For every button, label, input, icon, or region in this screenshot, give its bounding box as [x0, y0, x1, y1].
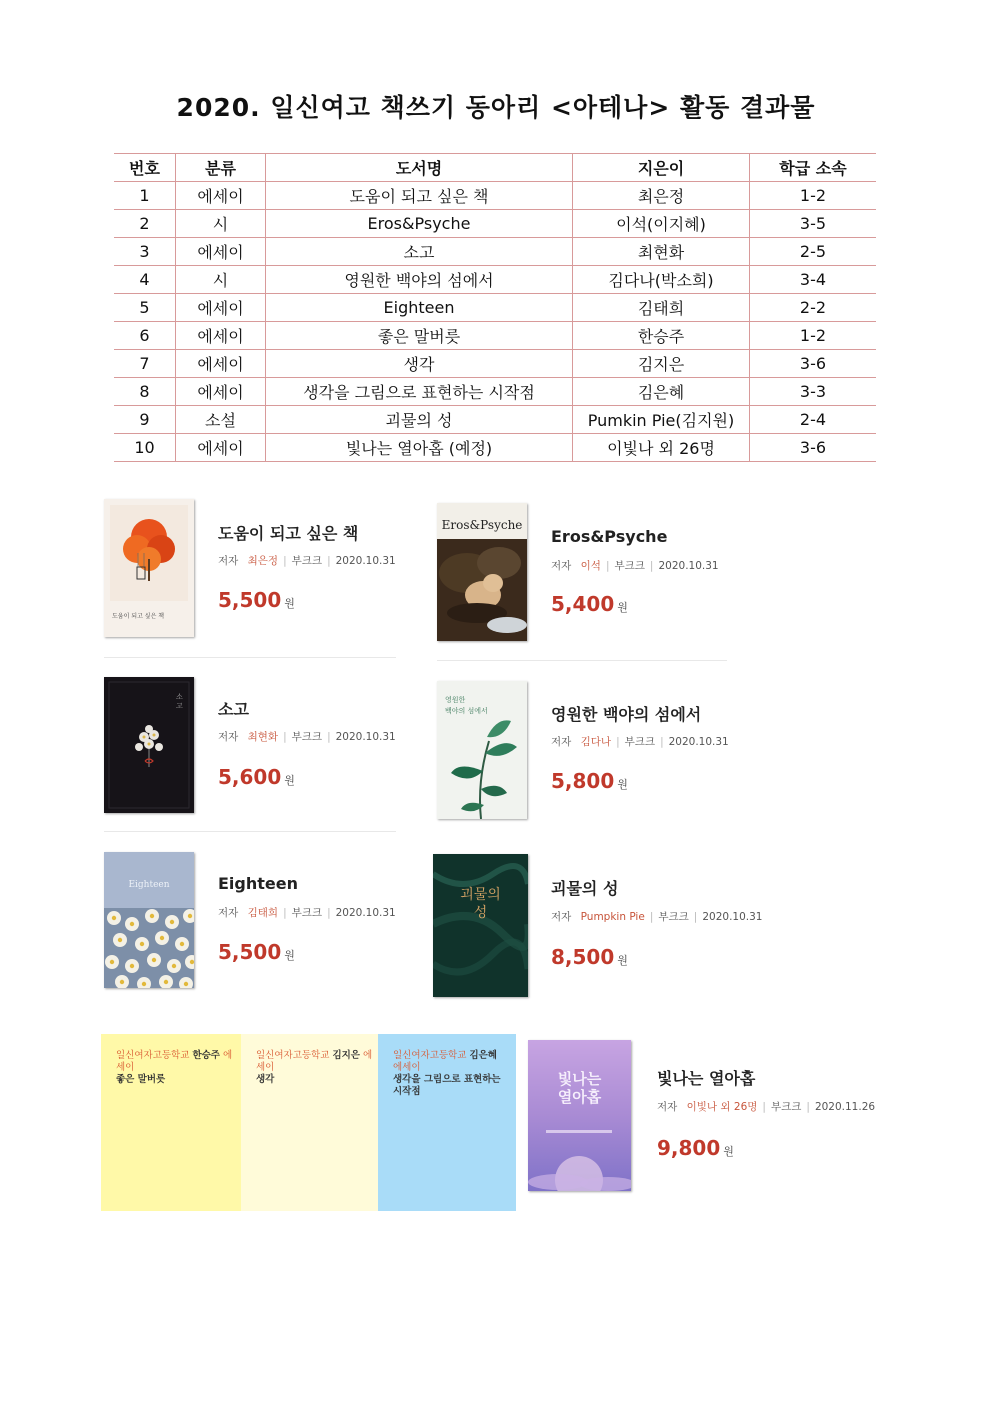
- divider: [437, 660, 727, 661]
- cover-title-text: 빛나는 열아홉: [557, 1070, 602, 1106]
- cover-title-text: Eighteen: [128, 880, 170, 890]
- publish-date: 2020.10.31: [335, 555, 396, 567]
- cover-title-text: 괴물의 성: [460, 887, 501, 921]
- table-row: [114, 406, 876, 434]
- cell-number: 2: [114, 210, 176, 238]
- cell-category: 소설: [176, 406, 266, 434]
- book-title[interactable]: 괴물의 성: [551, 879, 619, 898]
- table-row: [114, 322, 876, 350]
- cover-title-text: Eros&Psyche: [441, 518, 523, 532]
- publisher: 부크크: [770, 1101, 802, 1113]
- cell-class: 1-2: [750, 182, 877, 210]
- upcoming-book-panel: [101, 1034, 241, 1211]
- cell-category: 에세이: [176, 294, 266, 322]
- cell-author: 이빛나 외 26명: [573, 434, 750, 462]
- cell-book-title[interactable]: 소고: [266, 238, 573, 266]
- cell-book-title[interactable]: 빛나는 열아홉 (예정): [266, 434, 573, 462]
- book-meta: 저자 최은정 | 부크크 | 2020.10.31: [218, 555, 396, 567]
- book-cover[interactable]: [528, 1040, 631, 1191]
- cell-book-title[interactable]: Eros&Psyche: [266, 210, 573, 238]
- divider: [104, 831, 396, 832]
- publisher: 부크크: [614, 560, 645, 572]
- cell-category: 에세이: [176, 350, 266, 378]
- marble-illustration: [433, 854, 528, 997]
- author-name[interactable]: 이석: [580, 560, 601, 572]
- author-label: 저자: [551, 560, 572, 572]
- cell-category: 시: [176, 266, 266, 294]
- cell-class: 3-4: [750, 266, 877, 294]
- cell-number: 1: [114, 182, 176, 210]
- cell-author: 한승주: [573, 322, 750, 350]
- book-cover[interactable]: [437, 681, 527, 819]
- author-name[interactable]: 이빛나 외 26명: [686, 1101, 758, 1113]
- book-title[interactable]: 소고: [218, 700, 249, 719]
- book-price: 5,500 원: [218, 940, 295, 964]
- author-name[interactable]: 김태희: [247, 907, 279, 919]
- table-row: [114, 266, 876, 294]
- cell-number: 8: [114, 378, 176, 406]
- cell-category: 시: [176, 210, 266, 238]
- table-row: [114, 350, 876, 378]
- cell-book-title[interactable]: 도움이 되고 싶은 책: [266, 182, 573, 210]
- header-author: 지은이: [573, 154, 750, 182]
- cell-number: 10: [114, 434, 176, 462]
- cell-class: 2-4: [750, 406, 877, 434]
- table-row: [114, 294, 876, 322]
- publish-date: 2020.10.31: [668, 736, 729, 748]
- book-price: 5,600 원: [218, 765, 295, 789]
- cell-book-title[interactable]: 생각을 그림으로 표현하는 시작점: [266, 378, 573, 406]
- header-number: 번호: [114, 154, 176, 182]
- cell-author: 최은정: [573, 182, 750, 210]
- daisy-illustration: [104, 852, 194, 988]
- cell-class: 2-5: [750, 238, 877, 266]
- author-name[interactable]: 최은정: [247, 555, 279, 567]
- cover-title-text: 영원한 백야의 섬에서: [445, 696, 488, 715]
- panel-text: 일신여자고등학교 한승주 에세이 좋은 말버릇: [116, 1050, 233, 1085]
- cell-book-title[interactable]: 영원한 백야의 섬에서: [266, 266, 573, 294]
- cell-author: 김태희: [573, 294, 750, 322]
- book-meta: 저자 김태희 | 부크크 | 2020.10.31: [218, 907, 396, 919]
- publish-date: 2020.10.31: [702, 911, 763, 923]
- book-cover[interactable]: [433, 854, 528, 997]
- cell-book-title[interactable]: 좋은 말버릇: [266, 322, 573, 350]
- upcoming-book-panel: [241, 1034, 378, 1211]
- table-row: [114, 210, 876, 238]
- cell-author: 최현화: [573, 238, 750, 266]
- cell-category: 에세이: [176, 434, 266, 462]
- panel-text: 일신여자고등학교 김지은 에세이 생각: [256, 1050, 373, 1085]
- book-price: 5,400 원: [551, 592, 628, 616]
- cell-number: 5: [114, 294, 176, 322]
- panel-text: 일신여자고등학교 김은혜 에세이 생각을 그림으로 표현하는 시작점: [393, 1050, 501, 1097]
- book-title[interactable]: 영원한 백야의 섬에서: [551, 705, 702, 724]
- book-meta: 저자 Pumpkin Pie | 부크크 | 2020.10.31: [551, 911, 763, 923]
- book-price: 5,500 원: [218, 588, 295, 612]
- publish-date: 2020.10.31: [335, 907, 396, 919]
- cell-class: 3-5: [750, 210, 877, 238]
- book-title[interactable]: Eighteen: [218, 874, 298, 893]
- upcoming-book-panel: [378, 1034, 516, 1211]
- cell-book-title[interactable]: 괴물의 성: [266, 406, 573, 434]
- author-name[interactable]: 김다나: [580, 736, 612, 748]
- header-class: 학급 소속: [750, 154, 877, 182]
- cell-author: 김지은: [573, 350, 750, 378]
- cell-category: 에세이: [176, 378, 266, 406]
- book-price: 9,800 원: [657, 1136, 734, 1160]
- book-price: 5,800 원: [551, 769, 628, 793]
- table-row: [114, 238, 876, 266]
- book-price: 8,500 원: [551, 945, 628, 969]
- cell-number: 9: [114, 406, 176, 434]
- publish-date: 2020.10.31: [335, 731, 396, 743]
- book-title[interactable]: Eros&Psyche: [551, 527, 668, 546]
- author-label: 저자: [657, 1101, 678, 1113]
- cell-category: 에세이: [176, 182, 266, 210]
- table-row: [114, 378, 876, 406]
- author-label: 저자: [218, 907, 239, 919]
- book-cover[interactable]: [104, 852, 194, 988]
- header-category: 분류: [176, 154, 266, 182]
- cell-class: 3-3: [750, 378, 877, 406]
- book-title[interactable]: 빛나는 열아홉: [657, 1069, 756, 1088]
- cell-class: 3-6: [750, 434, 877, 462]
- publisher: 부크크: [291, 907, 323, 919]
- cover-title-text: 도움이 되고 싶은 책: [112, 613, 165, 620]
- divider: [104, 657, 396, 658]
- cell-author: 김은혜: [573, 378, 750, 406]
- page-title: 2020. 일신여고 책쓰기 동아리 <아테나> 활동 결과물: [176, 93, 816, 122]
- author-label: 저자: [551, 736, 572, 748]
- author-label: 저자: [551, 911, 572, 923]
- cell-class: 3-6: [750, 350, 877, 378]
- cover-title-text: 소고: [176, 693, 183, 710]
- cell-author: 김다나(박소희): [573, 266, 750, 294]
- author-label: 저자: [218, 555, 239, 567]
- publisher: 부크크: [291, 731, 323, 743]
- cell-number: 4: [114, 266, 176, 294]
- publish-date: 2020.11.26: [814, 1101, 876, 1113]
- book-cover[interactable]: [104, 677, 194, 813]
- cell-class: 2-2: [750, 294, 877, 322]
- cell-number: 6: [114, 322, 176, 350]
- cell-book-title[interactable]: 생각: [266, 350, 573, 378]
- table-row: [114, 434, 876, 462]
- cell-book-title[interactable]: Eighteen: [266, 294, 573, 322]
- book-cover[interactable]: [437, 503, 527, 641]
- book-meta: 저자 이석 | 부크크 | 2020.10.31: [551, 560, 719, 572]
- galaxy-illustration: [528, 1040, 631, 1191]
- book-meta: 저자 김다나 | 부크크 | 2020.10.31: [551, 736, 729, 748]
- cell-category: 에세이: [176, 238, 266, 266]
- cell-author: 이석(이지혜): [573, 210, 750, 238]
- table-row: [114, 182, 876, 210]
- book-list-table: [114, 153, 876, 462]
- table-header-row: [114, 154, 876, 182]
- author-label: 저자: [218, 731, 239, 743]
- cell-class: 1-2: [750, 322, 877, 350]
- cell-category: 에세이: [176, 322, 266, 350]
- book-cover[interactable]: [104, 499, 194, 637]
- publisher: 부크크: [658, 911, 689, 923]
- publisher: 부크크: [624, 736, 656, 748]
- author-name[interactable]: 최현화: [247, 731, 279, 743]
- book-meta: 저자 최현화 | 부크크 | 2020.10.31: [218, 731, 396, 743]
- cell-author: Pumkin Pie(김지원): [573, 406, 750, 434]
- cell-number: 7: [114, 350, 176, 378]
- book-title[interactable]: 도움이 되고 싶은 책: [218, 524, 359, 543]
- author-name[interactable]: Pumpkin Pie: [580, 911, 645, 923]
- header-book-title: 도서명: [266, 154, 573, 182]
- publish-date: 2020.10.31: [658, 560, 719, 572]
- publisher: 부크크: [291, 555, 323, 567]
- book-meta: 저자 이빛나 외 26명 | 부크크 | 2020.11.26: [657, 1101, 876, 1113]
- cell-number: 3: [114, 238, 176, 266]
